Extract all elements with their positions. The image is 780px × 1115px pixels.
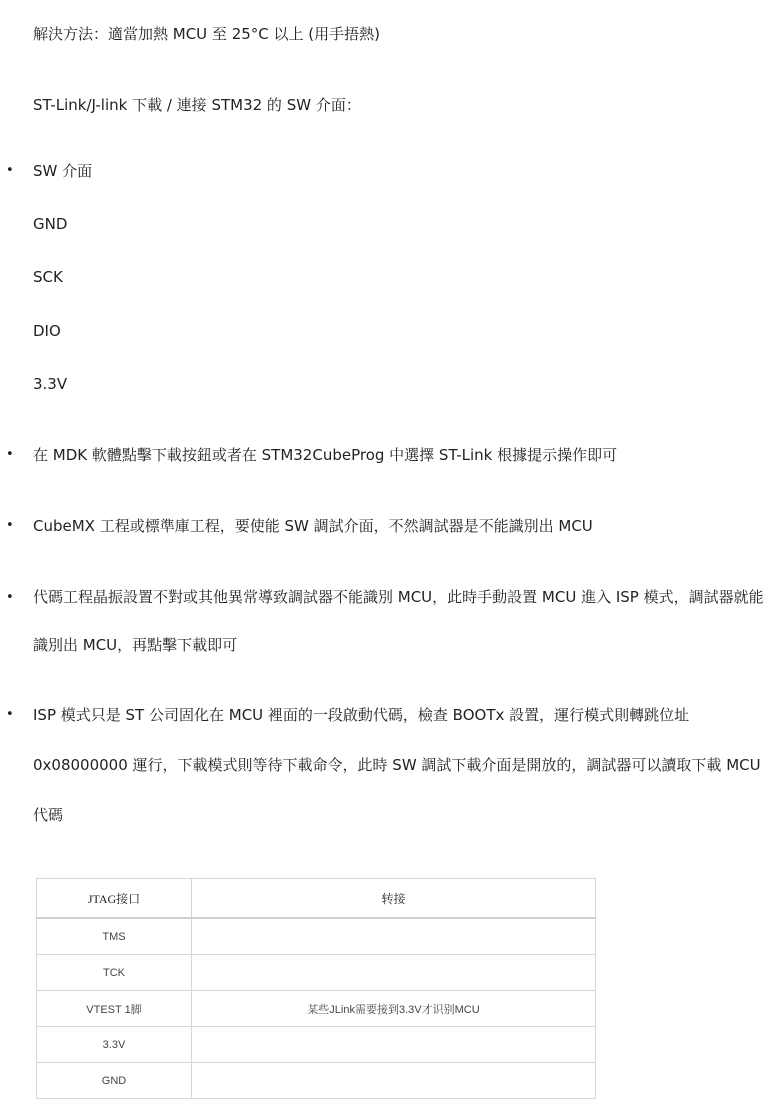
- solution-paragraph: 解決方法：適當加熱 MCU 至 25°C 以上 (用手捂熱): [33, 25, 381, 43]
- connect-title-paragraph: ST-Link/J-link 下載 / 連接 STM32 的 SW 介面：: [33, 96, 361, 114]
- table-row: [37, 1063, 596, 1099]
- bullet-dot: [6, 445, 14, 465]
- bullet-isp-mode: ISP 模式只是 ST 公司固化在 MCU 裡面的一段啟動代碼，檢查 BOOTx 設置，運行模式則轉跳位址 0x08000000 運行，下載模式則等待下載命令，此時 SW 調試下載介面是開放的，調試器可以讀取下載 MCU 代碼: [33, 706, 761, 824]
- table-header-adapter: 转接: [192, 879, 596, 919]
- table-cell-note: [192, 1063, 596, 1099]
- bullet-cubemx-sw: CubeMX 工程或標準庫工程，要使能 SW 調試介面，不然調試器是不能識別出 MCU: [33, 517, 593, 535]
- table-row: [37, 955, 596, 991]
- table-cell-note: [192, 918, 596, 955]
- table-row: [37, 918, 596, 955]
- jtag-table: [36, 878, 596, 1099]
- table-header-jtag: JTAG接口: [37, 879, 192, 919]
- bullet-mdk-download: 在 MDK 軟體點擊下載按鈕或者在 STM32CubeProg 中選擇 ST-Link 根據提示操作即可: [33, 446, 618, 464]
- table-cell-pin: GND: [37, 1063, 192, 1099]
- sw-pin-sck: SCK: [33, 268, 63, 286]
- sw-pin-gnd: GND: [33, 215, 68, 233]
- bullet-dot: [6, 161, 14, 181]
- sw-pin-dio: DIO: [33, 322, 61, 340]
- table-cell-pin: VTEST 1脚: [37, 991, 192, 1027]
- table-header-row: [37, 879, 596, 919]
- table-cell-pin: TMS: [37, 918, 192, 955]
- bullet-dot: [6, 516, 14, 536]
- table-cell-note: [192, 1027, 596, 1063]
- table-cell-pin: 3.3V: [37, 1027, 192, 1063]
- bullet-isp-manual: 代碼工程晶振設置不對或其他異常導致調試器不能識別 MCU，此時手動設置 MCU 進入 ISP 模式，調試器就能識別出 MCU，再點擊下載即可: [33, 588, 764, 654]
- bullet-dot: [6, 705, 14, 725]
- table-row: [37, 1027, 596, 1063]
- sw-list-title: SW 介面: [33, 162, 93, 180]
- sw-pin-3v3: 3.3V: [33, 375, 68, 393]
- table-row: [37, 991, 596, 1027]
- table-cell-note: 某些JLink需要接到3.3V才识别MCU: [192, 991, 596, 1027]
- table-cell-note: [192, 955, 596, 991]
- table-cell-pin: TCK: [37, 955, 192, 991]
- bullet-dot: [6, 588, 14, 608]
